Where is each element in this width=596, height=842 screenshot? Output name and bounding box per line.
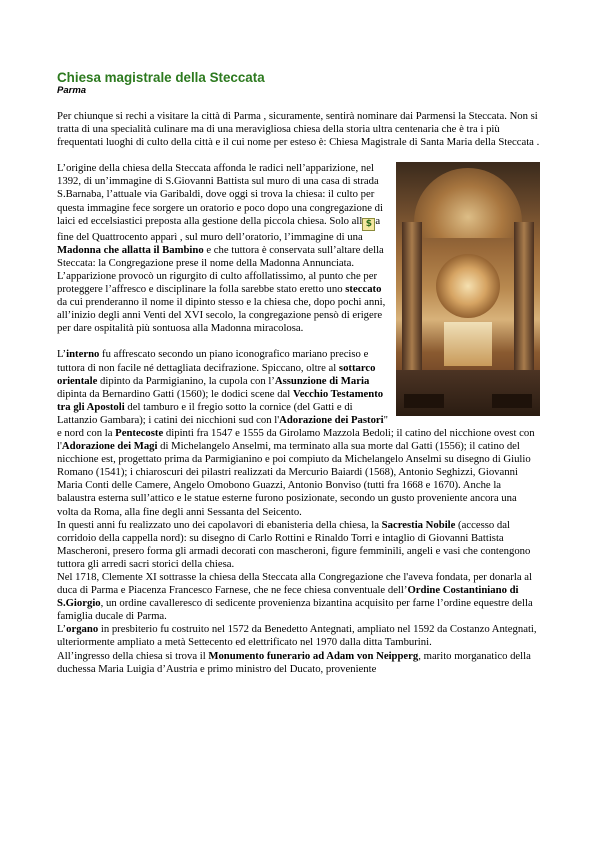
document-subtitle: Parma bbox=[57, 85, 87, 96]
monument-text: , marito morganatico della duchessa Maria Luigia d’Austria e primo ministro del Ducato, proveniente bbox=[57, 649, 531, 675]
altar-shape bbox=[444, 322, 492, 366]
order-paragraph bbox=[57, 571, 540, 623]
monument-bold: Monumento funerario ad Adam von Neipperg bbox=[208, 649, 419, 662]
interior-text: dipinta da Bernardino Gatti (1560); le dodici scene dal bbox=[57, 387, 293, 400]
sacristy-text: In questi anni fu realizzato uno dei capolavori di ebanisteria della chiesa, la bbox=[57, 518, 382, 531]
intro-paragraph: Per chiunque si rechi a visitare la città di Parma , sicuramente, sentirà nominare dai Parmensi la Steccata. Non si tratta di una specialità culinare ma di una meravigliosa chiesa della storia ultra centenaria che è tra i più frequentati luoghi di culto della città e il cui nome per esteso è: Chiesa Magistrale di Santa Maria della Steccata . bbox=[57, 110, 540, 149]
sacristy-paragraph bbox=[57, 519, 540, 571]
sacristy-bold: Sacrestia Nobile bbox=[381, 518, 456, 531]
origin-bold: steccato bbox=[345, 283, 382, 296]
origin-text: e che tuttora è conservata sull’altare della Steccata: la Congregazione prese il nome della Madonna Annunciata. L’apparizione provocò un rigurgito di culto affollatissimo, al punto che per proteggere l’affresco e disciplinare la folla sarebbe stato eretto uno bbox=[57, 243, 384, 296]
organ-text: in presbiterio fu costruito nel 1572 da Benedetto Antegnati, ampliato nel 1592 da Costanzo Antegnati, ulteriormente ampliato a metà Settecento ed elettrificato nel 1970 dalla ditta Tamburini. bbox=[57, 623, 537, 649]
origin-bold: Madonna che allatta il Bambino bbox=[57, 243, 204, 256]
interior-text: L’ bbox=[57, 348, 67, 361]
dome-shape bbox=[436, 254, 500, 318]
interior-text: fu affrescato secondo un piano iconografico mariano preciso e tuttora di non facile né dettagliata decifrazione. Spiccano, oltre al bbox=[57, 348, 369, 374]
monument-paragraph bbox=[57, 650, 540, 676]
document-title: Chiesa magistrale della Steccata bbox=[57, 70, 265, 85]
interior-bold: Adorazione dei Pastori bbox=[279, 413, 384, 426]
vault-shape bbox=[414, 168, 522, 238]
origin-text: da cui prenderanno il nome il dipinto stesso e la chiesa che, dopo pochi anni, all’inizio degli anni Venti del XVI secolo, la congregazione pensò di erigere per dare ospitalità più sontuosa alla Madonna miracolosa. bbox=[57, 296, 386, 335]
dollar-icon[interactable]: $ bbox=[362, 218, 375, 231]
origin-text: a fine del Quattrocento apparì , sul muro dell’oratorio, l’immagine di una bbox=[57, 214, 381, 243]
floor-shape bbox=[396, 370, 540, 416]
organ-text: L’ bbox=[57, 623, 67, 636]
document-page bbox=[57, 70, 540, 676]
order-text: , un ordine cavalleresco di sedicente provenienza bizantina acquisito per farne l’ordine equestre della famiglia ducale di Parma. bbox=[57, 597, 533, 623]
order-text: Nel 1718, Clemente XI sottrasse la chiesa della Steccata alla Congregazione che l'aveva fondata, per donarla al duca di Parma e Piacenza Francesco Farnese, che ne fece chiesa conventuale dell’ bbox=[57, 571, 532, 597]
bench-left-shape bbox=[404, 394, 444, 408]
interior-text: dipinti fra 1547 e 1555 da Girolamo Mazzola Bedoli; il catino del nicchione ovest con l' bbox=[57, 426, 535, 453]
interior-bold: Vecchio Testamento tra gli Apostoli bbox=[57, 387, 384, 413]
organ-paragraph bbox=[57, 623, 540, 649]
sacristy-text: (accesso dal corridoio della cappella nord): su disegno di Carlo Rottini e Rinaldo Torri e intaglio di Giovanni Battista Mascheroni, presero forma gli armadi decorati con mascheroni, figure femminili, angeli e vasi che contengono tuttora gli arredi sacri storici della chiesa. bbox=[57, 518, 531, 570]
bench-right-shape bbox=[492, 394, 532, 408]
interior-text: del tamburo e il fregio sotto la cornice (del Gatti e di Lattanzio Gambara); i catini dei nicchioni sud con l' bbox=[57, 400, 353, 426]
church-interior-photo bbox=[396, 162, 540, 416]
interior-text: dipinto da Parmigianino, la cupola con l’ bbox=[97, 374, 275, 387]
organ-bold: organo bbox=[66, 623, 99, 636]
left-column-shape bbox=[402, 222, 422, 392]
monument-text: All’ingresso della chiesa si trova il bbox=[57, 649, 209, 662]
interior-bold: Assunzione di Maria bbox=[274, 374, 370, 387]
interior-bold: Pentecoste bbox=[115, 426, 164, 439]
interior-bold: Adorazione dei Magi bbox=[61, 440, 158, 453]
right-column-shape bbox=[514, 222, 534, 392]
interior-bold: interno bbox=[66, 348, 100, 361]
interior-bold: sottarco orientale bbox=[57, 361, 376, 387]
order-bold: Ordine Costantiniano di S.Giorgio bbox=[57, 584, 519, 610]
interior-text: " e nord con la bbox=[57, 413, 389, 439]
interior-text: di Michelangelo Anselmi, ma terminato alla sua morte dal Gatti (1556); il catino del nicchione est, progettato prima da Parmigianino e poi compiuto da Michelangelo Anselmi su disegno di Giulio Romano (1541); i chiaroscuri dei pilastri realizzati da Mercurio Baiardi (1568), Antonio Seghizzi, Giovanni Maria Conti delle Camere, Angelo Omobono Guazzi, Antonio Bonviso (tutti fra 1668 e 1670). Anche la balaustra esterna sull’attico e le statue esterne furono posizionate, secondo un gusto proveniente ancora una volta da Roma, alla fine degli anni Sessanta del Seicento. bbox=[57, 440, 531, 518]
origin-text: L’origine della chiesa della Steccata affonda le radici nell’apparizione, nel 1392, di un’immagine di S.Giovanni Battista sul muro di una casa di strada S.Barnaba, l’attuale via Garibaldi, dove oggi si trova la chiesa: il culto per questa immagine fece sorgere un oratorio e poco dopo una congregazione di laici ed eccelsiastici preposta alla gestione della piccola chiesa. Solo all bbox=[57, 162, 383, 227]
